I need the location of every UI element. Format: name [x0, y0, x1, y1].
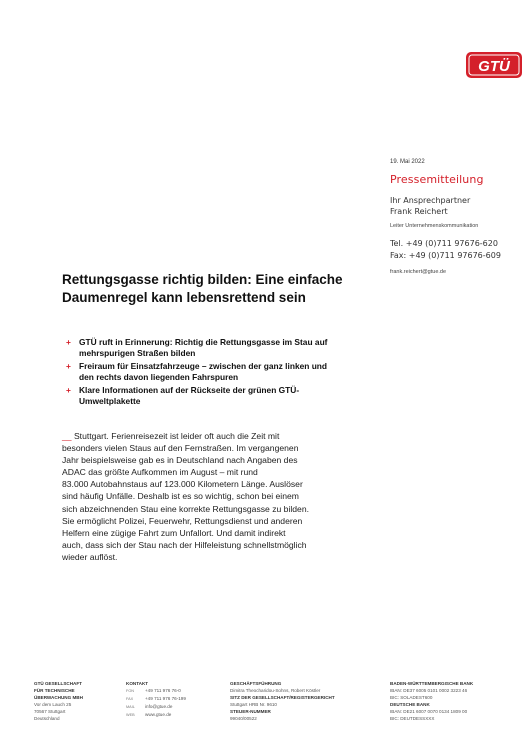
footer-contact-key: FAX — [126, 697, 134, 701]
contact-email: frank.reichert@gtue.de — [390, 269, 447, 275]
footer-company-line: ÜBERWACHUNG MBH — [34, 695, 83, 700]
dash-marker: __ — [62, 431, 72, 441]
footer-contact-value: info@gtue.de — [145, 704, 173, 709]
body-line: auch, dass sich der Stau nach der Hilfeleistung schnellstmöglich — [62, 539, 307, 550]
body-line: ADAC das größte Aufkommen im August – mit rund — [62, 467, 258, 478]
footer-bank-iban: IBAN: DE21 6007 0070 0134 1809 00 — [390, 709, 468, 714]
phone-block — [390, 238, 530, 262]
footer-management-names: Dimitra Theocharidou-Sohns, Robert Köstler — [230, 688, 321, 693]
list-item — [66, 337, 366, 358]
list-item-line: GTÜ ruft in Erinnerung: Richtig die Rettungsgasse im Stau auf — [79, 337, 328, 347]
footer-contact-key: WEB — [126, 713, 135, 717]
footer-company-line: FÜR TECHNISCHE — [34, 688, 75, 693]
page-title — [62, 271, 382, 307]
footer-tax-heading: STEUER-NUMMER — [230, 709, 271, 714]
headline-line-2: Daumenregel kann lebensrettend sein — [62, 290, 306, 305]
list-item-line: Freiraum für Einsatzfahrzeuge – zwischen der ganz linken und — [79, 361, 328, 371]
key-points-list — [66, 337, 366, 409]
footer-contact-heading: KONTAKT — [126, 681, 149, 686]
footer-company-line: GTÜ GESELLSCHAFT — [34, 681, 82, 686]
gtue-logo — [466, 52, 522, 78]
gtue-logo-mark — [466, 52, 522, 78]
footer-management — [230, 680, 335, 722]
footer-bank-name: DEUTSCHE BANK — [390, 702, 430, 707]
body-line: sich abzeichnenden Stau eine korrekte Rettungsgasse zu bilden. — [62, 503, 309, 514]
footer-management-heading: GESCHÄFTSFÜHRUNG — [230, 681, 282, 686]
footer-contact-row — [126, 711, 186, 719]
plus-icon: + — [66, 337, 71, 347]
footer-bank-name: BADEN-WÜRTTEMBERGISCHE BANK — [390, 681, 474, 686]
footer-bank-iban: IBAN: DE37 6005 0101 0002 3223 46 — [390, 688, 468, 693]
footer-bank-bic: BIC: SOLADEST600 — [390, 695, 433, 700]
press-contact-sidebar — [390, 159, 530, 275]
footer-contact-value: www.gtue.de — [145, 712, 172, 717]
footer-contact-row — [126, 695, 186, 703]
list-item-line: den rechts davon liegenden Fahrspuren — [79, 371, 239, 382]
contact-block — [390, 195, 530, 217]
footer-contact-key: FON — [126, 689, 135, 693]
footer-tax: 99040/00522 — [230, 716, 257, 721]
footer-company — [34, 680, 83, 722]
plus-icon: + — [66, 361, 71, 371]
contact-role: Leiter Unternehmenskommunikation — [390, 223, 479, 229]
footer-contact-row — [126, 703, 186, 711]
contact-phone: Tel. +49 (0)711 97676-620 — [390, 239, 498, 248]
body-line: wieder auflöst. — [62, 551, 118, 562]
contact-label: Ihr Ansprechpartner — [390, 196, 471, 205]
logo-text: GTÜ — [478, 58, 510, 75]
footer-contact-key: MAIL — [126, 705, 135, 709]
footer-contact — [126, 680, 186, 719]
contact-name: Frank Reichert — [390, 207, 448, 216]
contact-fax: Fax: +49 (0)711 97676-609 — [390, 251, 501, 260]
list-item-line: Umweltplakette — [79, 395, 141, 406]
footer-seat-heading: SITZ DER GESELLSCHAFT/REGISTERGERICHT — [230, 695, 335, 700]
headline-line-1: Rettungsgasse richtig bilden: Eine einfache — [62, 272, 343, 287]
footer-address-line: Deutschland — [34, 716, 60, 721]
footer-address-line: Vor dem Lauch 25 — [34, 702, 72, 707]
body-paragraph — [62, 430, 372, 563]
list-item-line: mehrspurigen Straßen bilden — [79, 347, 196, 358]
footer-contact-value: +49 711 976 76-199 — [145, 696, 186, 701]
footer-seat: Stuttgart HRB Nr. 9610 — [230, 702, 277, 707]
list-item — [66, 361, 366, 382]
footer-contact-value: +49 711 976 76-0 — [145, 688, 181, 693]
press-date: 19. Mai 2022 — [390, 159, 425, 165]
list-item — [66, 385, 366, 406]
body-line: besonders vielen Staus auf den Fernstraßen. Im vergangenen — [62, 443, 299, 454]
footer-contact-row — [126, 687, 186, 695]
body-line: 83.000 Autobahnstaus auf 123.000 Kilometern Länge. Auslöser — [62, 479, 303, 490]
press-release-label: Pressemitteilung — [390, 173, 484, 186]
body-line: Stuttgart. Ferienreisezeit ist leider oft auch die Zeit mit — [71, 431, 280, 441]
body-line: Jahr beispielsweise gab es in Deutschland nach Angaben des — [62, 455, 298, 466]
footer-bank-bic: BIC: DEUTDESSXXX — [390, 716, 435, 721]
footer-banks — [390, 680, 473, 722]
list-item-line: Klare Informationen auf der Rückseite der grünen GTÜ- — [79, 385, 300, 395]
plus-icon: + — [66, 385, 71, 395]
body-line: sind häufig Unfälle. Deshalb ist es so wichtig, schon bei einem — [62, 491, 299, 502]
body-line: Helfern eine zügige Fahrt zum Unfallort. Und damit indirekt — [62, 527, 286, 538]
body-line: Sie ermöglicht Polizei, Feuerwehr, Rettungsdienst und anderen — [62, 515, 303, 526]
footer-address-line: 70567 Stuttgart — [34, 709, 66, 714]
